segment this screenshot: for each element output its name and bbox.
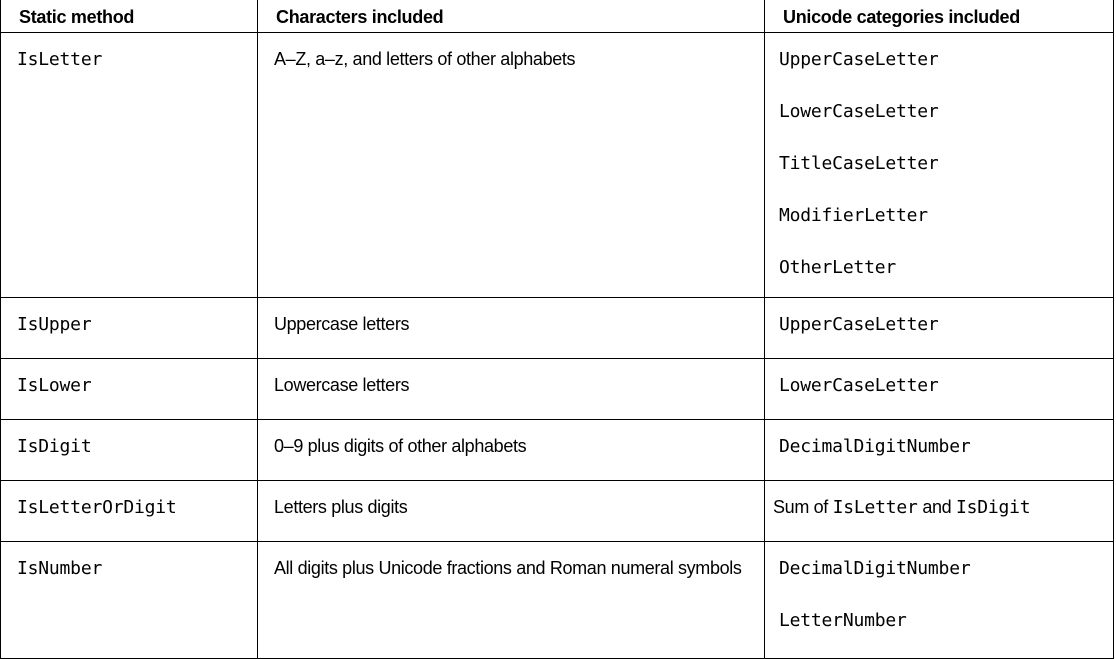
method-name: IsLower <box>1 359 258 420</box>
sum-conjunction: and <box>917 497 956 517</box>
categories-cell <box>765 542 1114 659</box>
characters-description: Lowercase letters <box>258 359 765 420</box>
categories-cell <box>765 33 1114 298</box>
category-item: TitleCaseLetter <box>779 153 939 174</box>
header-row <box>1 0 1114 33</box>
table-row <box>1 298 1114 359</box>
category-item: LowerCaseLetter <box>779 101 939 122</box>
category-item: LowerCaseLetter <box>779 375 939 396</box>
table-row <box>1 420 1114 481</box>
sum-prefix: Sum of <box>773 497 833 517</box>
category-item: LetterNumber <box>779 610 907 631</box>
sum-method-a: IsLetter <box>832 497 918 518</box>
category-item: UpperCaseLetter <box>779 314 939 335</box>
category-item: UpperCaseLetter <box>779 49 939 70</box>
table-row <box>1 359 1114 420</box>
method-name: IsUpper <box>1 298 258 359</box>
characters-description: 0–9 plus digits of other alphabets <box>258 420 765 481</box>
header-static-method: Static method <box>1 0 258 33</box>
characters-description: Uppercase letters <box>258 298 765 359</box>
method-name: IsLetter <box>1 33 258 298</box>
category-item: ModifierLetter <box>779 205 928 226</box>
header-characters-included: Characters included <box>258 0 765 33</box>
characters-description: Letters plus digits <box>258 481 765 542</box>
table-row <box>1 542 1114 659</box>
header-unicode-categories: Unicode categories included <box>765 0 1114 33</box>
categories-cell <box>765 298 1114 359</box>
method-name: IsLetterOrDigit <box>1 481 258 542</box>
category-item: DecimalDigitNumber <box>779 558 971 579</box>
characters-description: All digits plus Unicode fractions and Roman numeral symbols <box>258 542 765 659</box>
method-name: IsNumber <box>1 542 258 659</box>
category-item: OtherLetter <box>779 257 897 278</box>
category-item: DecimalDigitNumber <box>779 436 971 457</box>
table-row <box>1 33 1114 298</box>
categories-cell <box>765 420 1114 481</box>
sum-method-b: IsDigit <box>955 497 1031 518</box>
table-row <box>1 481 1114 542</box>
categories-cell <box>765 481 1114 542</box>
characters-description: A–Z, a–z, and letters of other alphabets <box>258 33 765 298</box>
method-name: IsDigit <box>1 420 258 481</box>
categories-cell <box>765 359 1114 420</box>
